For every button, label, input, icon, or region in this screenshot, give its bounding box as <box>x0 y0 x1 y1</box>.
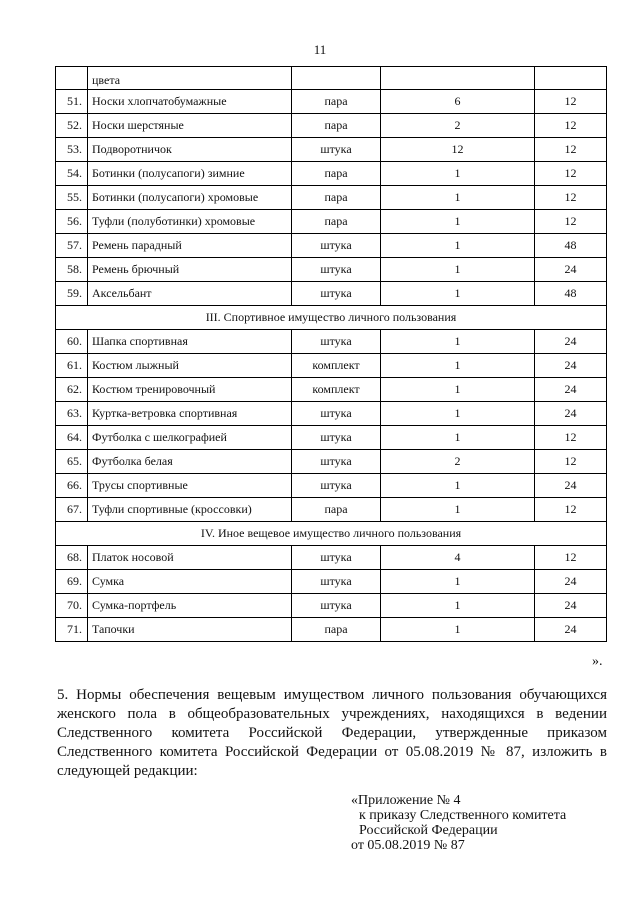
table-row <box>56 90 607 114</box>
item-quantity: 1 <box>381 234 535 258</box>
item-name: Ремень парадный <box>88 234 292 258</box>
item-name: Туфли (полуботинки) хромовые <box>88 210 292 234</box>
item-unit: штука <box>292 474 381 498</box>
section-title: IV. Иное вещевое имущество личного пользования <box>56 522 607 546</box>
item-quantity: 1 <box>381 186 535 210</box>
item-term: 48 <box>535 234 607 258</box>
item-term: 12 <box>535 426 607 450</box>
item-number: 51. <box>56 90 88 114</box>
item-unit: штука <box>292 450 381 474</box>
item-name: Ботинки (полусапоги) зимние <box>88 162 292 186</box>
item-term: 24 <box>535 474 607 498</box>
table-row <box>56 114 607 138</box>
table-row <box>56 618 607 642</box>
item-name: Сумка <box>88 570 292 594</box>
item-unit: комплект <box>292 354 381 378</box>
item-quantity: 1 <box>381 402 535 426</box>
item-number: 64. <box>56 426 88 450</box>
section-header-row <box>56 522 607 546</box>
item-term: 24 <box>535 330 607 354</box>
item-unit <box>292 67 381 90</box>
item-name: Сумка-портфель <box>88 594 292 618</box>
item-unit: штука <box>292 570 381 594</box>
table-row <box>56 594 607 618</box>
item-unit: комплект <box>292 378 381 402</box>
table-row <box>56 570 607 594</box>
page-number: 11 <box>313 42 327 57</box>
item-number: 70. <box>56 594 88 618</box>
item-term: 12 <box>535 114 607 138</box>
item-unit: штука <box>292 594 381 618</box>
appendix-line: от 05.08.2019 № 87 <box>351 838 465 853</box>
item-name: Ботинки (полусапоги) хромовые <box>88 186 292 210</box>
item-quantity: 1 <box>381 474 535 498</box>
item-number: 69. <box>56 570 88 594</box>
item-quantity: 12 <box>381 138 535 162</box>
item-name: Куртка-ветровка спортивная <box>88 402 292 426</box>
item-quantity: 1 <box>381 330 535 354</box>
item-term: 24 <box>535 618 607 642</box>
item-unit: штука <box>292 330 381 354</box>
item-unit: штука <box>292 282 381 306</box>
item-term: 12 <box>535 162 607 186</box>
table-row <box>56 402 607 426</box>
item-number: 62. <box>56 378 88 402</box>
item-quantity: 1 <box>381 618 535 642</box>
table-row <box>56 330 607 354</box>
item-number: 66. <box>56 474 88 498</box>
item-unit: пара <box>292 618 381 642</box>
appendix-heading <box>351 793 566 853</box>
item-quantity: 1 <box>381 378 535 402</box>
item-term: 12 <box>535 90 607 114</box>
item-unit: пара <box>292 186 381 210</box>
item-name: Трусы спортивные <box>88 474 292 498</box>
item-name: Футболка с шелкографией <box>88 426 292 450</box>
item-name: Костюм лыжный <box>88 354 292 378</box>
item-quantity: 1 <box>381 210 535 234</box>
item-term: 48 <box>535 282 607 306</box>
item-number: 63. <box>56 402 88 426</box>
item-name: Туфли спортивные (кроссовки) <box>88 498 292 522</box>
item-quantity: 1 <box>381 594 535 618</box>
item-name: Подворотничок <box>88 138 292 162</box>
item-name: Ремень брючный <box>88 258 292 282</box>
item-term: 24 <box>535 402 607 426</box>
item-term: 24 <box>535 594 607 618</box>
item-name: Шапка спортивная <box>88 330 292 354</box>
item-unit: штука <box>292 234 381 258</box>
item-number: 58. <box>56 258 88 282</box>
item-number <box>56 67 88 90</box>
item-name: Тапочки <box>88 618 292 642</box>
item-unit: пара <box>292 90 381 114</box>
item-unit: штука <box>292 138 381 162</box>
table-row <box>56 546 607 570</box>
table-row <box>56 450 607 474</box>
item-name: Футболка белая <box>88 450 292 474</box>
item-quantity: 1 <box>381 258 535 282</box>
table-row <box>56 426 607 450</box>
item-number: 54. <box>56 162 88 186</box>
item-unit: пара <box>292 498 381 522</box>
item-number: 71. <box>56 618 88 642</box>
item-term: 24 <box>535 354 607 378</box>
item-name: Платок носовой <box>88 546 292 570</box>
item-term: 12 <box>535 138 607 162</box>
item-unit: пара <box>292 162 381 186</box>
section-header-row <box>56 306 607 330</box>
item-number: 65. <box>56 450 88 474</box>
item-number: 56. <box>56 210 88 234</box>
table-row <box>56 258 607 282</box>
item-unit: пара <box>292 114 381 138</box>
item-name: цвета <box>88 67 292 90</box>
item-quantity: 4 <box>381 546 535 570</box>
table-row <box>56 378 607 402</box>
item-quantity: 1 <box>381 354 535 378</box>
item-number: 60. <box>56 330 88 354</box>
item-unit: штука <box>292 402 381 426</box>
item-number: 59. <box>56 282 88 306</box>
item-term: 12 <box>535 450 607 474</box>
table-row <box>56 67 607 90</box>
item-name: Аксельбант <box>88 282 292 306</box>
item-number: 57. <box>56 234 88 258</box>
table-row <box>56 354 607 378</box>
item-term: 12 <box>535 210 607 234</box>
item-quantity: 6 <box>381 90 535 114</box>
item-name: Костюм тренировочный <box>88 378 292 402</box>
item-number: 67. <box>56 498 88 522</box>
table-row <box>56 474 607 498</box>
item-quantity: 1 <box>381 426 535 450</box>
appendix-line: к приказу Следственного комитета <box>359 808 567 823</box>
item-term <box>535 67 607 90</box>
item-unit: штука <box>292 258 381 282</box>
item-term: 12 <box>535 498 607 522</box>
item-term: 24 <box>535 570 607 594</box>
table-row <box>56 162 607 186</box>
item-quantity: 1 <box>381 498 535 522</box>
table-row <box>56 282 607 306</box>
item-name: Носки хлопчатобумажные <box>88 90 292 114</box>
item-number: 68. <box>56 546 88 570</box>
item-quantity: 1 <box>381 282 535 306</box>
closing-quote: ». <box>592 654 603 669</box>
item-term: 12 <box>535 186 607 210</box>
item-quantity: 1 <box>381 570 535 594</box>
item-quantity: 1 <box>381 162 535 186</box>
paragraph-5: 5. Нормы обеспечения вещевым имуществом личного пользования обучающихся женского пола в общеобразовательных учреждениях, находящихся в ведении Следственного комитета Российской Федерации, утвержденные приказом Следственного комитета Российской Федерации от 05.08.2019 № 87, изложить в следующей редакции: <box>57 687 607 779</box>
item-unit: штука <box>292 546 381 570</box>
table-row <box>56 138 607 162</box>
item-quantity: 2 <box>381 114 535 138</box>
item-name: Носки шерстяные <box>88 114 292 138</box>
item-term: 24 <box>535 378 607 402</box>
table-row <box>56 498 607 522</box>
norms-table <box>55 66 607 642</box>
item-number: 53. <box>56 138 88 162</box>
table-row <box>56 210 607 234</box>
item-number: 61. <box>56 354 88 378</box>
item-unit: штука <box>292 426 381 450</box>
section-title: III. Спортивное имущество личного пользования <box>56 306 607 330</box>
item-term: 24 <box>535 258 607 282</box>
item-unit: пара <box>292 210 381 234</box>
item-number: 52. <box>56 114 88 138</box>
appendix-line: «Приложение № 4 <box>351 793 461 808</box>
item-quantity <box>381 67 535 90</box>
item-quantity: 2 <box>381 450 535 474</box>
item-number: 55. <box>56 186 88 210</box>
item-term: 12 <box>535 546 607 570</box>
appendix-line: Российской Федерации <box>359 823 498 838</box>
table-row <box>56 234 607 258</box>
table-row <box>56 186 607 210</box>
